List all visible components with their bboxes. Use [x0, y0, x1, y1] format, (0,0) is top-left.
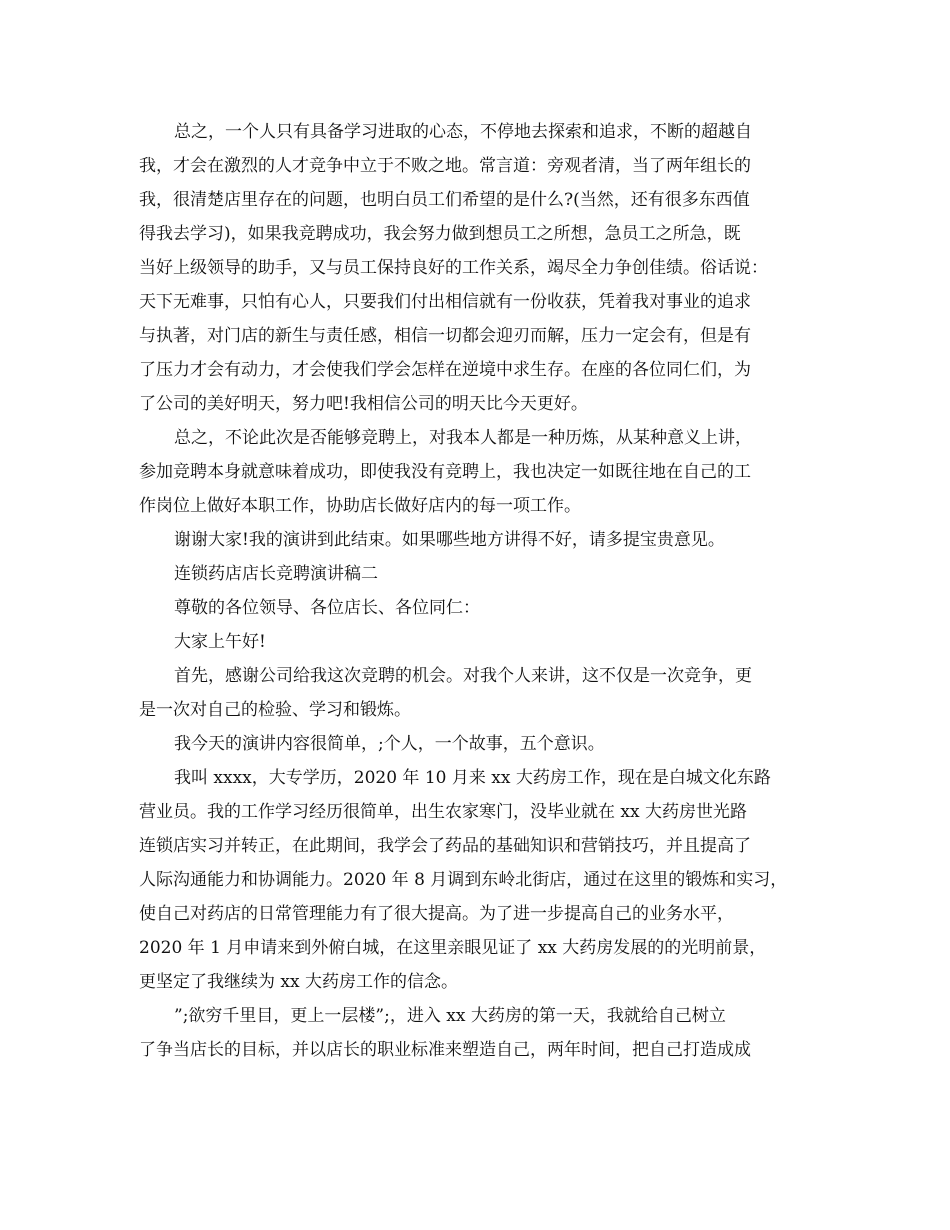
- paragraph-2: [139, 421, 819, 523]
- text-line: 2020 年 1 月申请来到外俯白城，在这里亲眼见证了 xx 大药房发展的的光明前景，: [139, 938, 767, 958]
- text-line: 总之，不论此次是否能够竞聘上，对我本人都是一种历炼，从某种意义上讲，: [174, 428, 752, 448]
- text-line: 尊敬的各位领导、各位店长、各位同仁：: [174, 598, 480, 618]
- text-line: 了压力才会有动力，才会使我们学会怎样在逆境中求生存。在座的各位同仁们，为: [139, 360, 751, 380]
- text-line: 更坚定了我继续为 xx 大药房工作的信念。: [139, 972, 458, 992]
- paragraph-7: [139, 659, 819, 727]
- text-line: 我今天的演讲内容很简单，;个人，一个故事，五个意识。: [174, 734, 605, 754]
- text-line: ”;欲穷千里目，更上一层楼”;，进入 xx 大药房的第一天，我就给自己树立: [174, 1006, 726, 1026]
- text-line: 大家上午好!: [174, 632, 266, 652]
- section-heading: [139, 557, 819, 591]
- paragraph-9: [139, 761, 819, 999]
- text-line: 使自己对药店的日常管理能力有了很大提高。为了进一步提高自己的业务水平，: [139, 904, 734, 924]
- text-line: 人际沟通能力和协调能力。2020 年 8 月调到东岭北街店，通过在这里的锻炼和实习，: [139, 870, 788, 890]
- paragraph-10: [139, 999, 819, 1067]
- text-line: 我，才会在激烈的人才竞争中立于不败之地。常言道：旁观者清，当了两年组长的: [139, 156, 751, 176]
- text-line: 谢谢大家!我的演讲到此结束。如果哪些地方讲得不好，请多提宝贵意见。: [174, 530, 725, 550]
- text-line: 我叫 xxxx，大专学历，2020 年 10 月来 xx 大药房工作，现在是白城文化东路: [174, 768, 771, 788]
- text-line: 营业员。我的工作学习经历很简单，出生农家寒门，没毕业就在 xx 大药房世光路: [139, 802, 747, 822]
- text-line: 连锁店实习并转正，在此期间，我学会了药品的基础知识和营销技巧，并且提高了: [139, 836, 751, 856]
- text-line: 了争当店长的目标，并以店长的职业标准来塑造自己，两年时间，把自己打造成成: [139, 1040, 751, 1060]
- paragraph-3: [139, 523, 819, 557]
- paragraph-8: [139, 727, 819, 761]
- document-body: [139, 115, 819, 1067]
- text-line: 得我去学习)，如果我竞聘成功，我会努力做到想员工之所想，急员工之所急，既: [139, 224, 741, 244]
- text-line: 天下无难事，只怕有心人，只要我们付出相信就有一份收获，凭着我对事业的追求: [139, 292, 751, 312]
- text-line: 首先，感谢公司给我这次竞聘的机会。对我个人来讲，这不仅是一次竞争，更: [174, 666, 752, 686]
- text-line: 了公司的美好明天，努力吧!我相信公司的明天比今天更好。: [139, 394, 588, 414]
- salutation: [139, 591, 819, 625]
- text-line: 作岗位上做好本职工作，协助店长做好店内的每一项工作。: [139, 496, 581, 516]
- text-line: 是一次对自己的检验、学习和锻炼。: [139, 700, 411, 720]
- text-line: 我，很清楚店里存在的问题，也明白员工们希望的是什么?(当然，还有很多东西值: [139, 190, 750, 210]
- text-line: 与执著，对门店的新生与责任感，相信一切都会迎刃而解，压力一定会有，但是有: [139, 326, 751, 346]
- text-line: 参加竞聘本身就意味着成功，即使我没有竞聘上，我也决定一如既往地在自己的工: [139, 462, 751, 482]
- text-line: 当好上级领导的助手，又与员工保持良好的工作关系，竭尽全力争创佳绩。俗话说：: [139, 258, 768, 278]
- paragraph-1: [139, 115, 819, 421]
- text-line: 连锁药店店长竞聘演讲稿二: [174, 564, 378, 584]
- text-line: 总之，一个人只有具备学习进取的心态，不停地去探索和追求，不断的超越自: [174, 122, 752, 142]
- greeting: [139, 625, 819, 659]
